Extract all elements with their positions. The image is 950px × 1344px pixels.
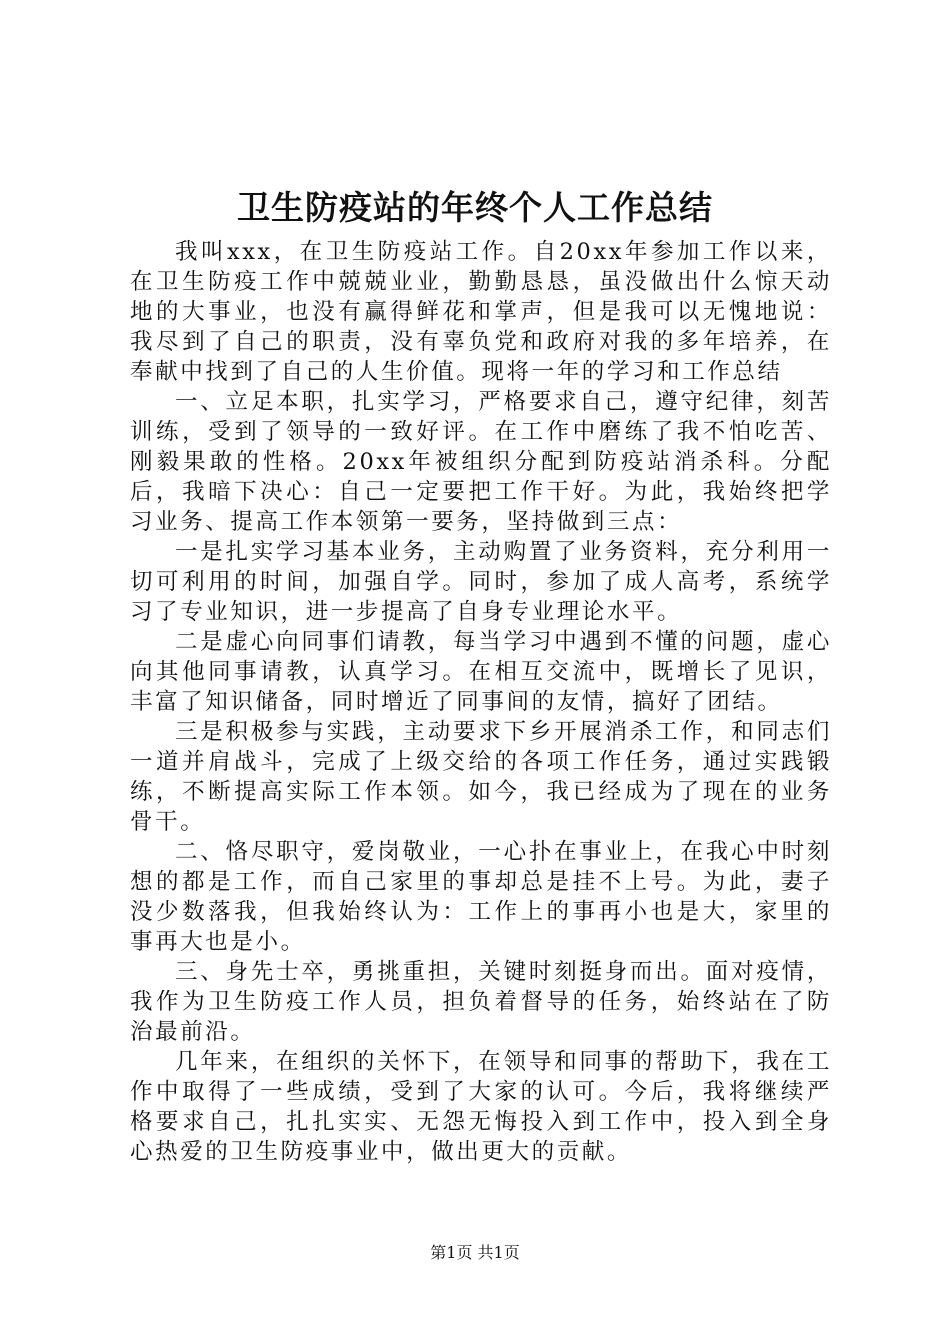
paragraph-intro: 我叫xxx，在卫生防疫站工作。自20xx年参加工作以来，在卫生防疫工作中兢兢业业，勤勤恳恳，虽没做出什么惊天动地的大事业，也没有赢得鲜花和掌声，但是我可以无愧地说：我尽到了自己的职责，没有辜负党和政府对我的多年培养，在奉献中找到了自己的人生价值。现将一年的学习和工作总结 bbox=[130, 239, 832, 385]
document-body bbox=[130, 237, 832, 1167]
paragraph-section-two: 二、恪尽职守，爱岗敬业，一心扑在事业上，在我心中时刻想的都是工作，而自己家里的事却总是挂不上号。为此，妻子没少数落我，但我始终认为：工作上的事再小也是大，家里的事再大也是小。 bbox=[130, 839, 832, 955]
paragraph-section-one: 一、立足本职，扎实学习，严格要求自己，遵守纪律，刻苦训练，受到了领导的一致好评。在工作中磨练了我不怕吃苦、刚毅果敢的性格。20xx年被组织分配到防疫站消杀科。分配后，我暗下决心：自己一定要把工作干好。为此，我始终把学习业务、提高工作本领第一要务，坚持做到三点： bbox=[130, 389, 832, 535]
paragraph-point-three: 三是积极参与实践，主动要求下乡开展消杀工作，和同志们一道并肩战斗，完成了上级交给的各项工作任务，通过实践锻练，不断提高实际工作本领。如今，我已经成为了现在的业务骨干。 bbox=[130, 719, 832, 835]
paragraph-conclusion: 几年来，在组织的关怀下，在领导和同事的帮助下，我在工作中取得了一些成绩，受到了大家的认可。今后，我将继续严格要求自己，扎扎实实、无怨无悔投入到工作中，投入到全身心热爱的卫生防疫事业中，做出更大的贡献。 bbox=[130, 1049, 832, 1165]
paragraph-section-three: 三、身先士卒，勇挑重担，关键时刻挺身而出。面对疫情，我作为卫生防疫工作人员，担负着督导的任务，始终站在了防治最前沿。 bbox=[130, 959, 832, 1045]
page-footer: 第1页 共1页 bbox=[430, 1243, 520, 1262]
paragraph-point-two: 二是虚心向同事们请教，每当学习中遇到不懂的问题，虚心向其他同事请教，认真学习。在相互交流中，既增长了见识，丰富了知识储备，同时增近了同事间的友情，搞好了团结。 bbox=[130, 629, 832, 715]
document-title: 卫生防疫站的年终个人工作总结 bbox=[237, 188, 713, 227]
paragraph-point-one: 一是扎实学习基本业务，主动购置了业务资料，充分利用一切可利用的时间，加强自学。同时，参加了成人高考，系统学习了专业知识，进一步提高了自身专业理论水平。 bbox=[130, 539, 832, 625]
